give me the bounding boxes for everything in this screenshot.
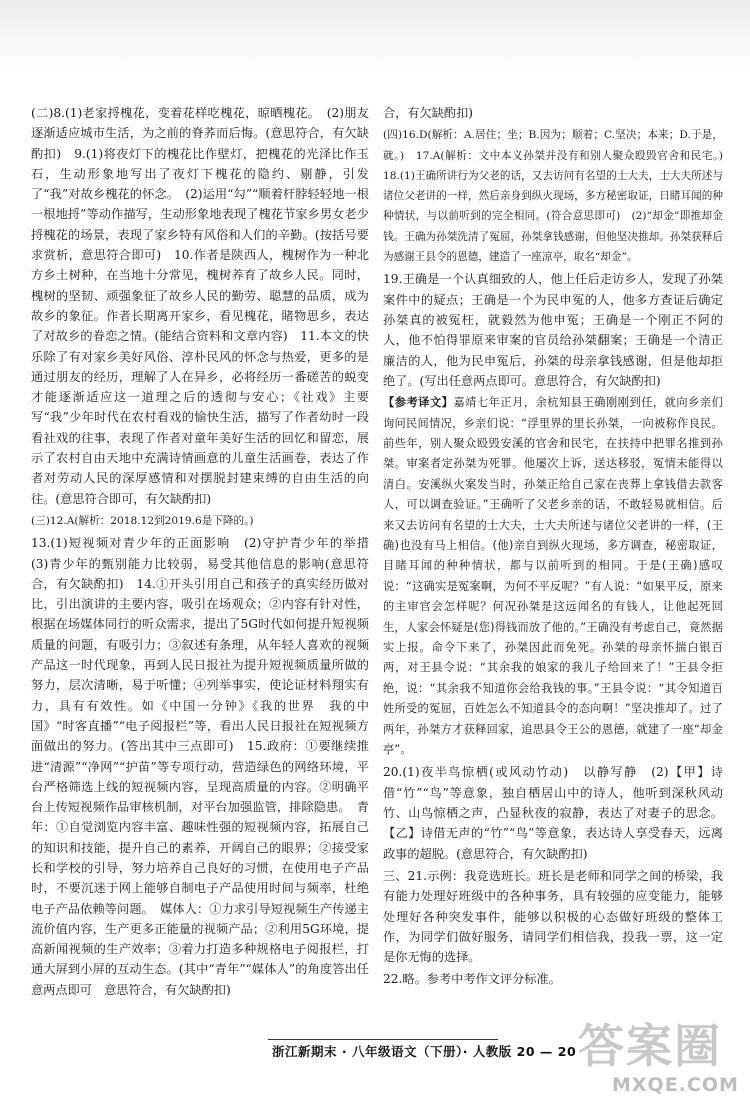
right-top-continuation: 合，有欠缺酌扣) bbox=[383, 106, 474, 120]
answer-q22: 22.略。参考中考作文评分标准。 bbox=[383, 972, 561, 987]
watermark-logo bbox=[578, 1010, 738, 1105]
watermark-title: 答案圈 bbox=[578, 1019, 722, 1073]
answer-q19: 19.王确是一个认真细致的人，他上任后走访乡人，发现了孙桀案件中的疑点；王确是一个为民申冤的人，他多方查证后确定孙桀真的被冤枉，就毅然为他申冤；王确是一个刚正不阿的人，他不怕得罪原来审案的官员给孙桀翻案；王确是一个清正廉洁的人，他为民申冤后，孙桀的母亲拿钱感谢，但是他却拒绝了。(写出任意两点即可。意思符合，有欠缺酌扣) bbox=[383, 272, 723, 388]
answer-q21: 三、21.示例：我竞选班长。班长是老师和同学之间的桥梁，我有能力处理好班级中的各种事务，具有较强的应变能力，能够处理好各种突发事件，能够以积极的心态做好班级的整体工作，为同学们做好服务，请同学们相信我，投我一票，这一定是你无悔的选择。 bbox=[383, 868, 723, 965]
answer-section-2: (二)8.(1)老家捋槐花，变着花样吃槐花，晾晒槐花。 (2)朋友逐渐适应城市生活，为之前的脊荞而后悔。(意思符合，有欠缺酌扣) 9.(1)将夜灯下的槐花比作壁灯，把槐花的光泽比作玉石，生动形象地写出了夜灯下槐花的隐约、剔静，引发了“我”对故乡槐花的怀念。 (2)运用“勾”“顺着杆脖轻轻地一根一根地捋”等动作描写，生动形象地表现了槐花节家乡男女老少捋槐花的场景，表现了家乡特有风俗和人们的辛勤。(按括号要求赏析，意思符合即可) 10.作者是陕西人，槐树作为一种北方乡土树种，在当地十分常见，槐树养育了故乡人民。同时，槐树的坚韧、顽强象征了故乡人民的勤劳、聪慧的品质，成为故乡的象征。作者长期离开家乡，看见槐花，睹物思乡，表达了对故乡的眷恋之情。(能结合资料和文章内容) 11.本文的快乐除了有对家乡美好风俗、淳朴民风的怀念与热爱，更多的是通过朋友的经历，理解了人在异乡，必将经历一番磋苦的蜕变才能逐渐适应这一道理之后的透彻与安心；《社戏》主要写“我”少年时代在农村看戏的愉快生活，描写了作者幼时一段看社戏的往事，表现了作者对童年美好生活的回忆和留恋，展示了农村自由天地中充满诗情画意的儿童生活画卷，表达了作者对劳动人民的深厚感情和对摆脱封建束缚的自由生活的向往。(意思符合即可，有欠缺酌扣) bbox=[31, 106, 369, 506]
right-column bbox=[383, 103, 734, 990]
left-column bbox=[31, 103, 382, 1000]
footer-label: 浙江新期末 · 八年级语文（下册）· 人教版 20 — 20 bbox=[272, 1044, 577, 1059]
translation-heading: 【参考译文】 bbox=[383, 396, 454, 410]
answer-section-4-q16-18: (四)16.D(解析：A.居住；坐；B.因为；顺着；C.坚决；本来；D.于是，就。) 17.A(解析：文中本义孙桀并没有和别人聚众殴毁官舍和民宅。) 18.(1)王确所讲行为父老的话，又去访问有名望的士大夫，士大夫所述与诸位父老讲的一样，然后亲身到纵火现场，多方秘密取证，日睹耳闻的种种情状，与以前听到的完全相同。(符合意思即可) (2)“却金”即推却金钱。王确为孙桀洗清了冤屈，孙桀拿钱感谢，但他坚决推却。孙桀获释后为感谢王县令的恩德，建造了一座凉亭，取名“却金”。 bbox=[383, 129, 734, 264]
answer-section-3-q13-15: 13.(1)短视频对青少年的正面影响 (2)守护青少年的举措 (3)青少年的甄别能力比较弱，易受其他信息的影响(意思符合，有欠缺酌扣) 14.①开头引用自己和孩子的真实经历做对比，引出演讲的主要内容，吸引在场观众；②内容有针对性，根据在场媒体同行的听众需求，提出了5G时代如何提升短视频质量的问题，有吸引力；③叙述有条理，从年轻人喜欢的视频产品这一时代现象，再到人民日报社为提升短视频质量所做的努力，层次清晰，易于听懂；④列举事实，使论证材料翔实有力，具有有效性。如《中国一分钟》《我的世界 我的中国》“时客直播”“电子阅报栏”等，看出人民日报社在短视频方面做出的努力。(答出其中三点即可) 15.政府：①要继续推进“清源”“净网”“护苗”等专项行动，营造绿色的网络环境，平台严格筛选上线的短视频内容，呈现高质量的内容。②明确平台上传短视频作品审核机制，对平台加强监管，排除隐患。 青年：①自觉浏览内容丰富、趣味性强的短视频内容，拓展自己的知识和技能，提升自己的素养，开阔自己的眼界；②接受家长和学校的引导，努力培养自己良好的习惯，在使用电子产品时，不要沉迷于网上能够自制电子产品使用时间与频率，杜绝电子产品依赖等问题。 媒体人：①力求引导短视频生产传递主流价值内容，生产更多正能量的视频产品；②利用5G环境，提高新闻视频的生产效率；③着力打造多种规格电子阅报栏，打通大屏到小屏的互动生态。(其中“青年”“媒体人”的角度答出任意两点即可 意思符合，有欠缺酌扣) bbox=[31, 536, 382, 997]
reference-translation bbox=[383, 393, 723, 760]
footer-divider bbox=[268, 1039, 498, 1040]
translation-body: 嘉靖七年正月，余杭知县王确刚刚到任，就向乡亲们询问民间情况，乡亲们说：“浮里界的里长孙桀，一向被称作良民。前些年，别人聚众殴毁安溪的官舍和民宅，在扶持中把罪名推到孙桀。审案者定孙桀为死罪。他屡次上诉，送达移驳，冤情未能得以清白。安溪纵火案发当时，孙桀正给自己家在丧葬上拿钱借去款客人，可以调查验证。”王确听了父老乡亲的话，不敢轻易就相信。后来又去访问有名望的士大夫，士大夫所述与诸位父老讲的一样，(王确)也没有马上相信。(他)亲自到纵火现场，多方调查，秘密取证，目睹耳闻的种种情状，都与以前听到的相同。于是(王确)感叹说：“这确实是冤案啊，为何不平反呢？”有人说：“如果平反，原来的主审官会怎样呢？何况孙桀是这远闻名的有钱人，让他起死回生，人家会怀疑是(您)得钱而放了他的。”王确没有考虑自己，竟然据实上报。命令下来了，孙桀因此而免死。孙桀的母亲怀揣白银百两，对王县令说：“其余我的娘家的我儿子给回来了！”王县令拒绝，说：“其余我不知道你会给我钱的事。”王县令说：“其令知道百姓所受的冤屈，百姓怎么不知道县令的态向啊！”坚决推却了。过了两年，孙桀方才获释回家，追思县令王公的恩德，就建了一座“却金亭”。 bbox=[383, 396, 723, 757]
answer-section-3-q12: (三)12.A(解析：2018.12到2019.6是下降的。) bbox=[31, 514, 254, 527]
top-shadow bbox=[0, 0, 750, 70]
watermark-url: MXQE.COM bbox=[612, 1074, 739, 1096]
answer-q20: 20.(1)夜半鸟惊栖(或风动竹动) 以静写静 (2)【甲】诗借“竹”“鸟”等意象，独自栖居山中的诗人，他听到深秋风动竹、山鸟惊栖之声，凸显秋夜的寂静，表达了对妻子的思念。【乙】诗借无声的“竹”“鸟”等意象，表达诗人享受春天，远离政事的超脱。(意思符合，有欠缺酌扣) bbox=[383, 765, 723, 861]
